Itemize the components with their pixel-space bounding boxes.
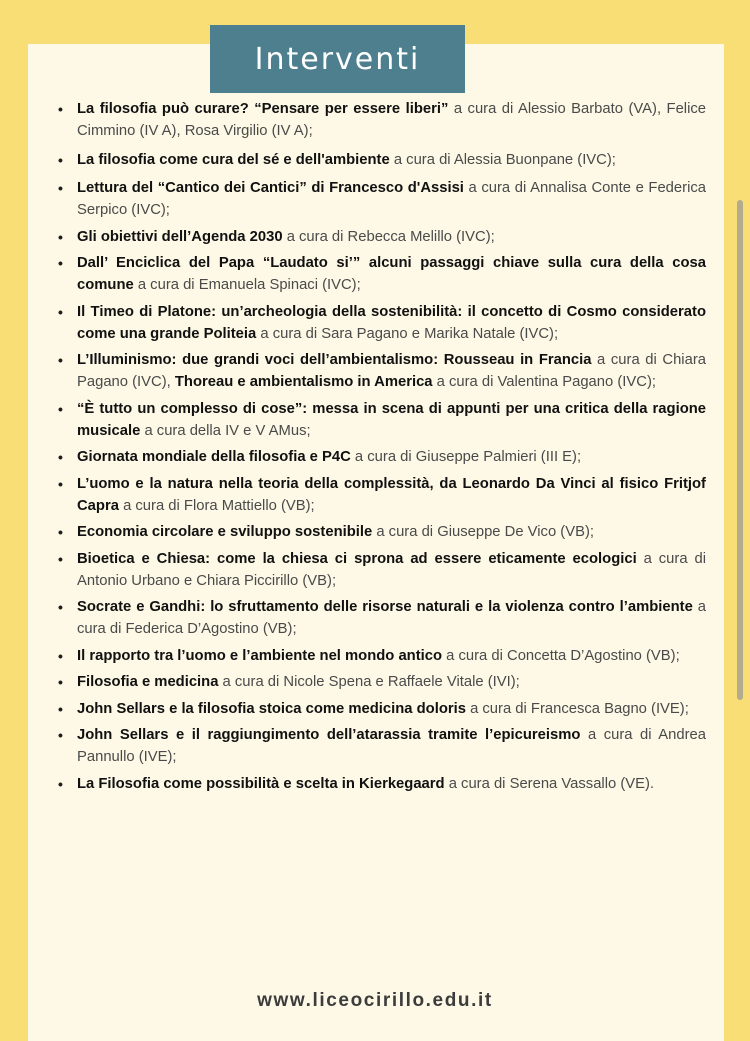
bullet-icon: • — [58, 180, 63, 196]
bullet-icon: • — [58, 674, 63, 690]
item-authors-2: a cura di Valentina Pagano (IVC); — [432, 374, 656, 390]
title-banner — [210, 25, 465, 93]
list-item — [56, 349, 706, 393]
item-authors: a cura di Concetta D’Agostino (VB); — [442, 647, 680, 664]
website-url[interactable]: www.liceocirillo.edu.it — [257, 990, 493, 1011]
bullet-icon: • — [58, 475, 63, 492]
item-title-2: Thoreau e ambientalismo in America — [174, 374, 433, 390]
item-authors: a cura di Alessia Buonpane (IVC); — [389, 151, 616, 168]
list-item — [56, 147, 706, 173]
bullet-icon: • — [58, 727, 63, 743]
item-authors: a cura di Antonio Urbano e Chiara Piccirillo (VB); — [77, 550, 706, 589]
list-item — [56, 252, 706, 296]
item-authors: a cura di Emanuela Spinaci (IVC); — [133, 277, 361, 293]
item-authors: a cura di Andrea Pannullo (IVE); — [77, 727, 706, 765]
item-title: “È tutto un complesso di cose”: messa in scena di appunti per una critica della ragione musicale — [77, 400, 706, 439]
item-title: Il Timeo di Platone: un’archeologia della sostenibilità: il concetto di Cosmo considerato come una grande Politeia — [77, 303, 706, 342]
list-item — [56, 596, 706, 640]
list-item — [56, 398, 706, 442]
item-authors: a cura di Rebecca Melillo (IVC); — [282, 228, 495, 245]
list-item — [56, 548, 706, 592]
bullet-icon: • — [58, 700, 63, 717]
item-authors: a cura di Chiara Pagano (IVC), — [77, 352, 706, 390]
scrollbar[interactable] — [737, 200, 743, 700]
item-authors: a cura di Nicole Spena e Raffaele Vitale (IVI); — [218, 674, 520, 690]
list-item — [56, 724, 706, 768]
list-item — [56, 473, 706, 517]
list-item — [56, 773, 706, 795]
item-authors: a cura di Francesca Bagno (IVE); — [465, 700, 689, 717]
interventions-list — [56, 98, 706, 799]
bullet-icon: • — [58, 101, 63, 117]
item-title: La Filosofia come possibilità e scelta in Kierkegaard — [77, 775, 445, 792]
bullet-icon: • — [58, 228, 63, 245]
bullet-icon: • — [58, 352, 63, 368]
item-title: Il rapporto tra l’uomo e l’ambiente nel mondo antico — [77, 647, 443, 664]
list-item — [56, 177, 706, 221]
list-item — [56, 698, 706, 720]
bullet-icon: • — [58, 647, 63, 664]
item-title: John Sellars e il raggiungimento dell’atarassia tramite l’epicureismo — [77, 727, 581, 743]
item-title: John Sellars e la filosofia stoica come medicina doloris — [77, 700, 466, 717]
item-title: Lettura del “Cantico dei Cantici” di Francesco d'Assisi — [77, 180, 464, 196]
bullet-icon: • — [58, 449, 63, 465]
list-item — [56, 98, 706, 142]
item-title: Economia circolare e sviluppo sostenibile — [77, 524, 373, 540]
item-title: L’uomo e la natura nella teoria della complessità, da Leonardo Da Vinci al fisico Fritjof Capra — [77, 475, 706, 514]
list-item — [56, 301, 706, 345]
item-title: Socrate e Gandhi: lo sfruttamento delle risorse naturali e la violenza contro l’ambiente — [77, 599, 693, 615]
item-authors: a cura di Alessio Barbato (VA), Felice Cimmino (IV A), Rosa Virgilio (IV A); — [77, 101, 706, 139]
list-item — [56, 521, 706, 543]
list-item — [56, 446, 706, 468]
item-authors: a cura di Sara Pagano e Marika Natale (IVC); — [256, 325, 559, 342]
item-title: La filosofia può curare? “Pensare per essere liberi” — [77, 101, 449, 117]
bullet-icon: • — [58, 775, 63, 792]
item-title: Gli obiettivi dell’Agenda 2030 — [77, 228, 283, 245]
bullet-icon: • — [58, 550, 63, 567]
item-title: Giornata mondiale della filosofia e P4C — [77, 449, 351, 465]
page-title: Interventi — [254, 41, 421, 77]
item-authors: a cura di Serena Vassallo (VE). — [444, 775, 655, 792]
item-title: Dall’ Enciclica del Papa “Laudato si’” alcuni passaggi chiave sulla cura della cosa comune — [77, 255, 706, 293]
item-authors: a cura di Giuseppe De Vico (VB); — [372, 524, 595, 540]
item-authors: a cura di Annalisa Conte e Federica Serpico (IVC); — [77, 180, 706, 218]
bullet-icon: • — [58, 599, 63, 615]
bullet-icon: • — [58, 400, 63, 417]
bullet-icon: • — [58, 303, 63, 320]
list-item — [56, 226, 706, 248]
item-authors: a cura di Federica D’Agostino (VB); — [77, 599, 706, 637]
bullet-icon: • — [58, 524, 63, 540]
item-title: L’Illuminismo: due grandi voci dell’ambientalismo: Rousseau in Francia — [77, 352, 592, 368]
item-authors: a cura di Flora Mattiello (VB); — [118, 497, 315, 514]
item-title: La filosofia come cura del sé e dell'ambiente — [77, 151, 390, 168]
list-item — [56, 671, 706, 693]
list-item — [56, 645, 706, 667]
bullet-icon: • — [58, 151, 63, 168]
item-title: Bioetica e Chiesa: come la chiesa ci sprona ad essere eticamente ecologici — [77, 550, 637, 567]
item-authors: a cura della IV e V AMus; — [140, 422, 311, 439]
item-authors: a cura di Giuseppe Palmieri (III E); — [350, 449, 582, 465]
bullet-icon: • — [58, 255, 63, 271]
item-title: Filosofia e medicina — [77, 674, 219, 690]
